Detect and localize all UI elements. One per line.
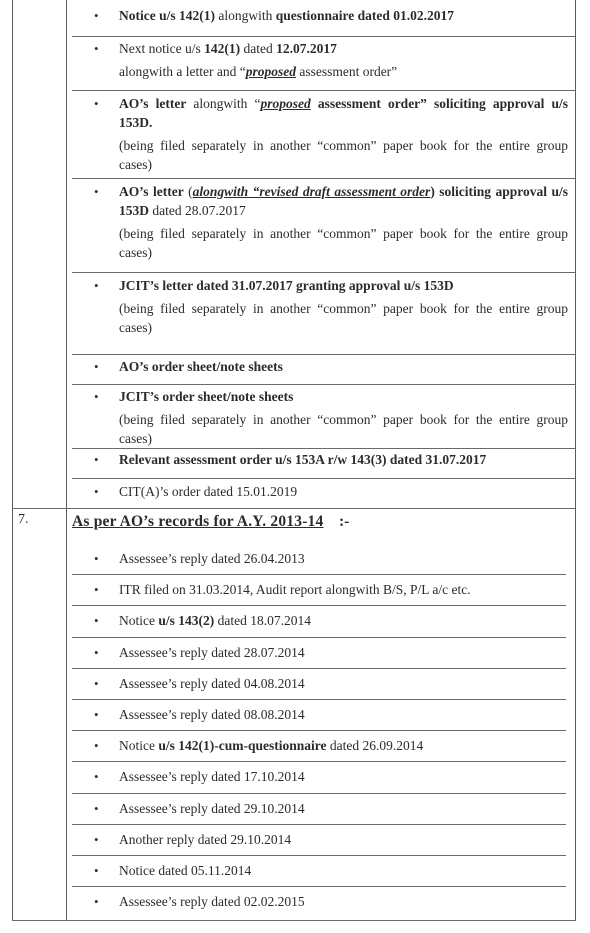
list-item xyxy=(72,272,572,354)
bullet-icon: • xyxy=(94,96,99,111)
item-text xyxy=(119,276,568,337)
text-run: (being filed separately in another “common” paper book for the entire group cases) xyxy=(119,412,568,446)
item-main-text xyxy=(119,389,293,404)
item-text xyxy=(119,892,568,911)
list-item xyxy=(72,384,572,448)
text-run: alongwith a letter and “ xyxy=(119,64,246,79)
list-item xyxy=(72,36,572,90)
list-item xyxy=(72,763,572,794)
text-run: assessment order” xyxy=(295,64,398,79)
list-item xyxy=(72,670,572,701)
item-text xyxy=(119,387,568,448)
item-text xyxy=(119,182,568,262)
text-run: dated xyxy=(240,41,277,56)
text-run: dated 18.07.2014 xyxy=(214,613,312,629)
bullet-icon: • xyxy=(94,184,99,199)
list-item xyxy=(72,545,572,576)
column-divider xyxy=(66,0,67,921)
bullet-icon: • xyxy=(94,389,99,404)
text-run: (being filed separately in another “common” paper book for the entire group cases) xyxy=(119,301,568,335)
item-main-text xyxy=(119,359,283,374)
text-run: JCIT’s order sheet/note sheets xyxy=(119,389,294,404)
bullet-icon: • xyxy=(94,769,99,785)
list-item xyxy=(72,448,572,478)
table-bottom-border xyxy=(12,920,576,921)
item-text xyxy=(119,767,568,786)
list-item xyxy=(72,354,572,384)
list-item xyxy=(72,90,572,178)
section-divider xyxy=(12,508,576,509)
text-run: dated 28.07.2017 xyxy=(149,203,246,218)
text-run: alongwith “revised draft assessment order xyxy=(192,184,431,199)
list-item xyxy=(72,732,572,763)
text-run: alongwith xyxy=(218,8,276,23)
item-main-text xyxy=(119,184,568,218)
item-text xyxy=(119,799,568,818)
row-divider xyxy=(72,637,566,638)
item-text xyxy=(119,861,568,880)
text-run: AO’s letter xyxy=(119,96,187,111)
text-run: Assessee’s reply dated 28.07.2014 xyxy=(119,644,305,660)
item-main-text xyxy=(119,278,454,293)
section-heading: As per AO’s records for A.Y. 2013-14 xyxy=(72,513,324,530)
text-run: u/s 142(1)-cum-questionnaire xyxy=(158,738,327,754)
text-run: 12.07.2017 xyxy=(276,41,337,56)
row-divider xyxy=(72,668,566,669)
item-main-text xyxy=(119,8,454,23)
bullet-icon: • xyxy=(94,613,99,629)
item-text xyxy=(119,357,568,376)
bullet-icon: • xyxy=(94,675,99,691)
text-run: Assessee’s reply dated 08.08.2014 xyxy=(119,707,305,722)
bullet-icon: • xyxy=(94,452,99,467)
item-sub-text xyxy=(119,224,568,262)
bullet-icon: • xyxy=(94,738,99,754)
list-item xyxy=(72,178,572,272)
item-text xyxy=(119,482,568,501)
table-left-border xyxy=(12,0,13,921)
bullet-icon: • xyxy=(94,484,99,499)
text-run: proposed xyxy=(260,96,311,111)
text-run: (being filed separately in another “common” paper book for the entire group cases) xyxy=(119,226,568,260)
item-text xyxy=(119,549,568,568)
list-item xyxy=(72,0,572,36)
bullet-icon: • xyxy=(94,644,99,660)
list-item xyxy=(72,857,572,888)
item-sub-text xyxy=(119,299,568,337)
bullet-icon: • xyxy=(94,359,99,374)
text-run: Assessee’s reply dated 17.10.2014 xyxy=(119,769,305,785)
bullet-icon: • xyxy=(94,8,99,23)
row-divider xyxy=(72,605,566,606)
text-run: (being filed separately in another “common” paper book for the entire group cases) xyxy=(119,138,568,172)
text-run: Assessee’s reply dated 26.04.2013 xyxy=(119,551,305,566)
item-text xyxy=(119,94,568,174)
item-main-text xyxy=(119,96,568,130)
bullet-icon: • xyxy=(94,551,99,566)
table-right-border xyxy=(575,0,576,921)
row-divider xyxy=(72,886,566,887)
text-run: Assessee’s reply dated 29.10.2014 xyxy=(119,800,305,816)
text-run: Assessee’s reply dated 02.02.2015 xyxy=(119,894,305,910)
text-run: AO’s order sheet/note sheets xyxy=(119,359,283,374)
item-text xyxy=(119,39,568,81)
list-item xyxy=(72,576,572,607)
list-item xyxy=(72,826,572,857)
row-divider xyxy=(72,855,566,856)
list-item xyxy=(72,607,572,638)
text-run: JCIT’s letter dated 31.07.2017 granting approval u/s 153D xyxy=(119,278,454,293)
text-run: 142(1) xyxy=(204,41,241,56)
text-run: Next notice u/s xyxy=(119,41,205,56)
item-text xyxy=(119,6,568,25)
item-sub-text xyxy=(119,410,568,448)
section-number: 7. xyxy=(18,512,29,527)
item-text xyxy=(119,580,568,599)
text-run: u/s 143(2) xyxy=(158,613,215,629)
text-run: Assessee’s reply dated 04.08.2014 xyxy=(119,675,305,691)
row-divider xyxy=(72,574,566,575)
text-run: assessment order” soliciting approval u/s 153D. xyxy=(119,96,568,130)
text-run: questionnaire dated 01.02.2017 xyxy=(275,8,455,23)
text-run: ( xyxy=(183,184,193,199)
item-main-text xyxy=(119,452,486,467)
list-item xyxy=(72,478,572,508)
list-item xyxy=(72,888,572,919)
item-text xyxy=(119,611,568,630)
text-run: proposed xyxy=(245,64,296,79)
text-run: alongwith “ xyxy=(186,96,261,111)
bullet-icon: • xyxy=(94,863,99,878)
text-run: Another reply dated 29.10.2014 xyxy=(119,831,292,847)
text-run: Relevant assessment order u/s 153A r/w 143(3) dated 31.07.2017 xyxy=(119,452,487,467)
text-run: Notice u/s 142(1) xyxy=(119,8,219,23)
list-item xyxy=(72,795,572,826)
item-sub-text xyxy=(119,136,568,174)
item-text xyxy=(119,705,568,724)
text-run: ) soliciting approval u/s 153D xyxy=(119,184,568,218)
text-run: CIT(A)’s order dated 15.01.2019 xyxy=(119,484,298,499)
text-run: Notice dated 05.11.2014 xyxy=(119,863,252,878)
item-main-text xyxy=(119,41,337,56)
item-text xyxy=(119,674,568,693)
row-divider xyxy=(72,824,566,825)
bullet-icon: • xyxy=(94,894,99,910)
bullet-icon: • xyxy=(94,831,99,847)
item-text xyxy=(119,736,568,755)
text-run: AO’s letter xyxy=(119,184,184,199)
bullet-icon: • xyxy=(94,278,99,293)
row-divider xyxy=(72,761,566,762)
bullet-icon: • xyxy=(94,41,99,56)
bullet-icon: • xyxy=(94,582,99,598)
row-divider xyxy=(72,730,566,731)
list-item xyxy=(72,701,572,732)
text-run: ITR filed on 31.03.2014, Audit report alongwith B/S, P/L a/c etc. xyxy=(119,582,471,598)
item-main-text xyxy=(119,484,297,499)
bullet-icon: • xyxy=(94,800,99,816)
text-run: dated 26.09.2014 xyxy=(326,738,424,754)
bullet-icon: • xyxy=(94,707,99,722)
section-heading-suffix: :- xyxy=(339,513,350,530)
row-divider xyxy=(72,699,566,700)
row-divider xyxy=(72,793,566,794)
item-text xyxy=(119,450,568,469)
text-run: Notice xyxy=(119,738,159,754)
text-run: Notice xyxy=(119,613,159,629)
item-text xyxy=(119,830,568,849)
list-item xyxy=(72,639,572,670)
item-sub-text xyxy=(119,62,568,81)
item-text xyxy=(119,643,568,662)
